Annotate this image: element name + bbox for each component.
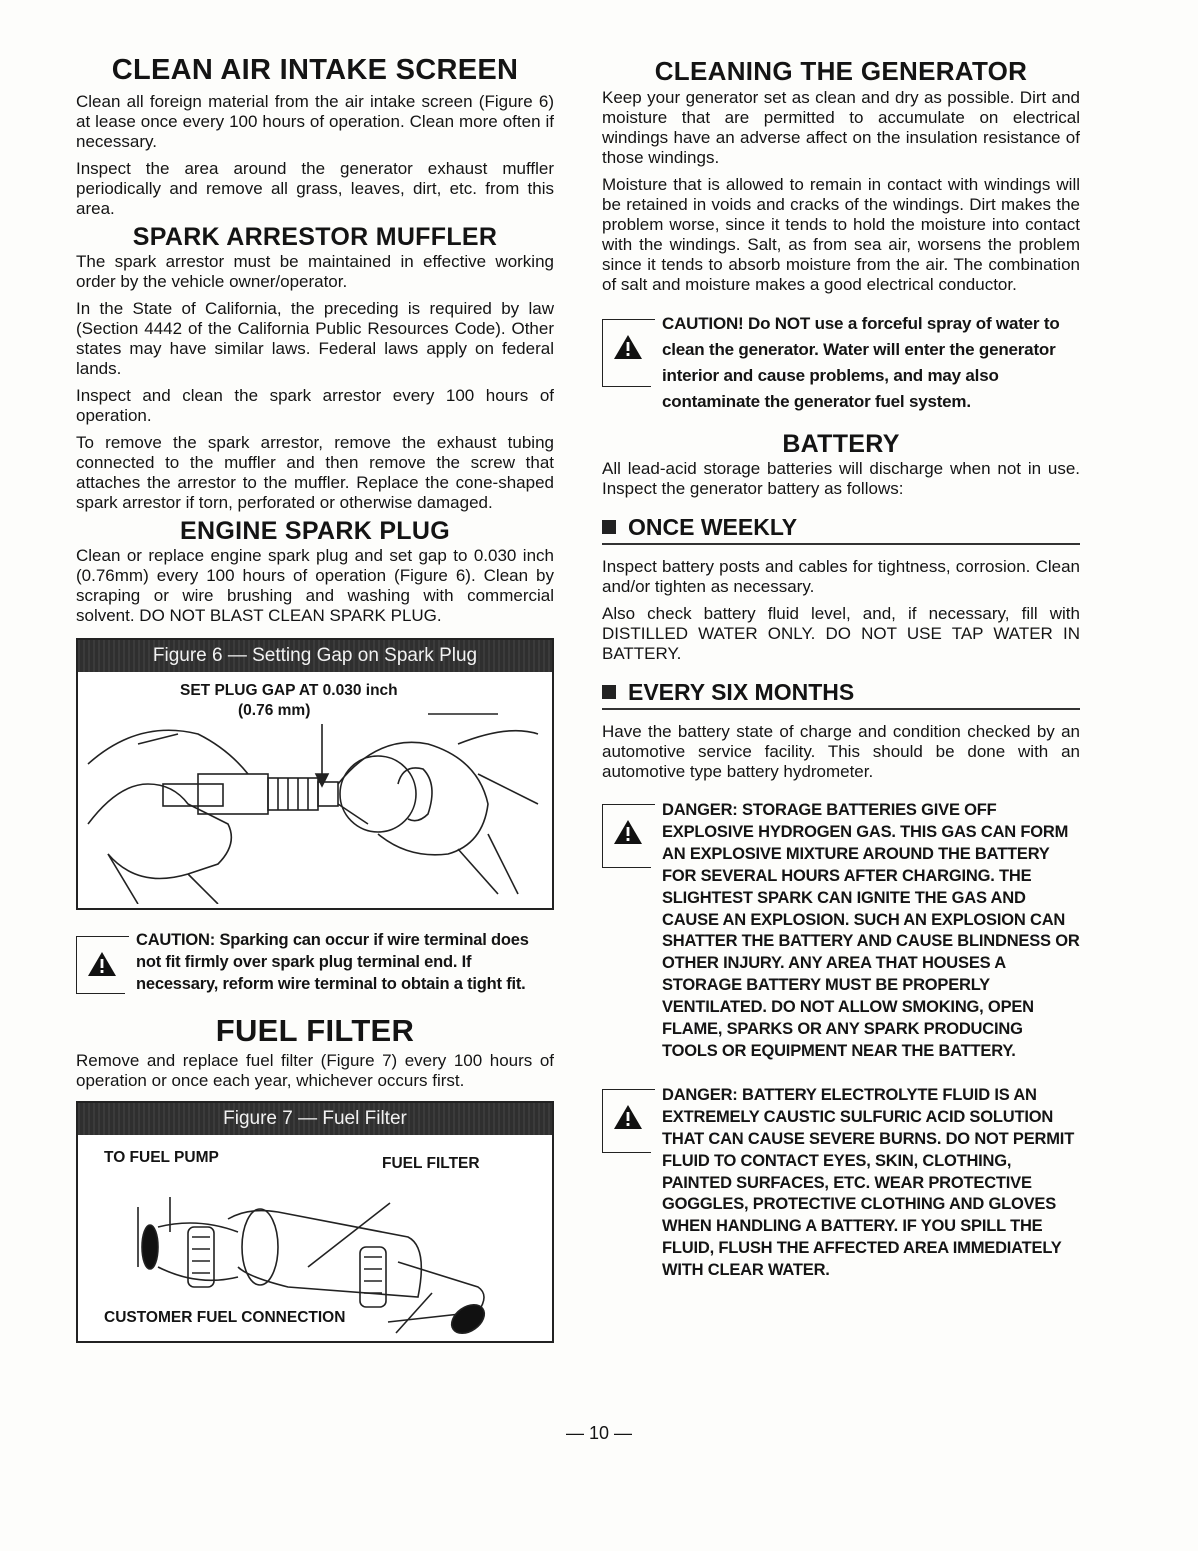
warning-icon-box bbox=[602, 1089, 651, 1153]
danger-electrolyte bbox=[602, 1085, 1080, 1282]
warning-icon-box bbox=[602, 804, 651, 868]
paragraph: To remove the spark arrestor, remove the exhaust tubing connected to the muffler and then remove the screw that attaches the arrestor to the muffler. Replace the cone-shaped spark arrestor if torn, perforated or otherwise damaged. bbox=[76, 433, 554, 512]
paragraph: Have the battery state of charge and condition checked by an automotive service facility. This should be done with an automotive type battery hydrometer. bbox=[602, 722, 1080, 781]
paragraph: Clean all foreign material from the air intake screen (Figure 6) at lease once every 100 hours of operation. Clean more often if necessary. bbox=[76, 92, 554, 151]
subheading-every-six-months bbox=[602, 678, 1080, 710]
paragraph: Moisture that is allowed to remain in contact with windings will be retained in voids and cracks of the windings. Dirt makes the problem worse, since it tends to hold the moisture into contact with the windings. Salt, as from sea air, worsens the problem since it tends to absorb moisture from the air. The combination of salt and moisture makes a good electrical conductor. bbox=[602, 175, 1080, 294]
danger-hydrogen-gas bbox=[602, 800, 1080, 1063]
paragraph: Inspect and clean the spark arrestor every 100 hours of operation. bbox=[76, 386, 554, 425]
heading-clean-air: CLEAN AIR INTAKE SCREEN bbox=[111, 54, 519, 86]
spark-plug-illustration bbox=[78, 674, 552, 904]
danger-gas-text: DANGER: STORAGE BATTERIES GIVE OFF EXPLOSIVE HYDROGEN GAS. THIS GAS CAN FORM AN EXPLOSIVE MIXTURE AROUND THE BATTERY FOR SEVERAL HOURS AFTER CHARGING. THE SLIGHTEST SPARK CAN IGNITE THE GAS AND CAUSE AN EXPLOSION. SUCH AN EXPLOSION CAN SHATTER THE BATTERY AND CAUSE BLINDNESS OR OTHER INJURY. ANY AREA THAT HOUSES A STORAGE BATTERY MUST BE PROPERLY VENTILATED. DO NOT ALLOW SMOKING, OPEN FLAME, SPARKS OR ANY SPARK PRODUCING TOOLS OR EQUIPMENT NEAR THE BATTERY. bbox=[662, 801, 1080, 1060]
caution-water bbox=[602, 311, 1080, 415]
figure-6-label-gap: SET PLUG GAP AT 0.030 inch bbox=[180, 682, 398, 699]
figure-7-label-filter: FUEL FILTER bbox=[382, 1155, 480, 1173]
paragraph: Inspect battery posts and cables for tightness, corrosion. Clean and/or tighten as necessary. bbox=[602, 557, 1080, 596]
figure-6-title: Figure 6 — Setting Gap on Spark Plug bbox=[78, 640, 552, 672]
danger-acid-text: DANGER: BATTERY ELECTROLYTE FLUID IS AN EXTREMELY CAUSTIC SULFURIC ACID SOLUTION THAT CAN CAUSE SEVERE BURNS. DO NOT PERMIT FLUID TO CONTACT EYES, SKIN, CLOTHING, PAINTED SURFACES, ETC. WEAR PROTECTIVE GOGGLES, PROTECTIVE CLOTHING AND GLOVES WHEN HANDLING A BATTERY. IF YOU SPILL THE FLUID, FLUSH THE AFFECTED AREA IMMEDIATELY WITH CLEAR WATER. bbox=[662, 1085, 1075, 1280]
warning-icon-box bbox=[602, 319, 651, 387]
heading-fuel-filter: FUEL FILTER bbox=[215, 1013, 415, 1049]
caution-spark bbox=[76, 930, 554, 995]
subheading-text: ONCE WEEKLY bbox=[628, 514, 798, 540]
warning-triangle-icon bbox=[613, 819, 643, 845]
page-number: — 10 — bbox=[565, 1423, 633, 1443]
figure-7 bbox=[76, 1101, 554, 1343]
warning-triangle-icon bbox=[87, 951, 117, 977]
figure-7-label-pump: TO FUEL PUMP bbox=[104, 1149, 219, 1167]
warning-triangle-icon bbox=[613, 334, 643, 360]
left-column bbox=[76, 52, 554, 1343]
heading-spark-plug: ENGINE SPARK PLUG bbox=[180, 517, 450, 545]
heading-battery: BATTERY bbox=[782, 430, 900, 458]
paragraph: Clean or replace engine spark plug and set gap to 0.030 inch (0.76mm) every 100 hours of operation (Figure 6). Clean by scraping or wire brushing and washing with commercial solvent. DO NOT BLAST CLEAN SPARK PLUG. bbox=[76, 546, 554, 625]
bullet-square-icon bbox=[602, 520, 616, 534]
warning-triangle-icon bbox=[613, 1104, 643, 1130]
paragraph: Keep your generator set as clean and dry as possible. Dirt and moisture that are permitted to accumulate on electrical windings have an adverse affect on the insulation resistance of those windings. bbox=[602, 88, 1080, 167]
paragraph: The spark arrestor must be maintained in effective working order by the vehicle owner/operator. bbox=[76, 252, 554, 291]
heading-spark-arrestor: SPARK ARRESTOR MUFFLER bbox=[132, 223, 498, 251]
bullet-square-icon bbox=[602, 685, 616, 699]
caution-spark-text: CAUTION: Sparking can occur if wire terminal does not fit firmly over spark plug terminal end. If necessary, reform wire terminal to obtain a tight fit. bbox=[136, 931, 529, 993]
right-column bbox=[602, 52, 1080, 1282]
paragraph: Remove and replace fuel filter (Figure 7) every 100 hours of operation or once each year, whichever occurs first. bbox=[76, 1051, 554, 1091]
subheading-once-weekly bbox=[602, 513, 1080, 545]
warning-icon-box bbox=[76, 936, 125, 994]
caution-water-text: CAUTION! Do NOT use a forceful spray of water to clean the generator. Water will enter the generator interior and cause problems, and may also contaminate the generator fuel system. bbox=[662, 314, 1060, 411]
figure-6-label-mm: (0.76 mm) bbox=[238, 702, 311, 719]
figure-7-label-connection: CUSTOMER FUEL CONNECTION bbox=[104, 1309, 346, 1327]
paragraph: All lead-acid storage batteries will discharge when not in use. Inspect the generator battery as follows: bbox=[602, 459, 1080, 498]
heading-cleaning-generator: CLEANING THE GENERATOR bbox=[654, 56, 1028, 86]
paragraph: Also check battery fluid level, and, if necessary, fill with DISTILLED WATER ONLY. DO NOT USE TAP WATER IN BATTERY. bbox=[602, 604, 1080, 663]
figure-6 bbox=[76, 638, 554, 910]
subheading-text: EVERY SIX MONTHS bbox=[628, 679, 855, 705]
paragraph: Inspect the area around the generator exhaust muffler periodically and remove all grass, leaves, dirt, etc. from this area. bbox=[76, 159, 554, 218]
figure-7-title: Figure 7 — Fuel Filter bbox=[78, 1103, 552, 1135]
paragraph: In the State of California, the preceding is required by law (Section 4442 of the California Public Resources Code). Other states may have similar laws. Federal laws apply on federal lands. bbox=[76, 299, 554, 378]
fuel-filter-illustration bbox=[78, 1137, 552, 1337]
